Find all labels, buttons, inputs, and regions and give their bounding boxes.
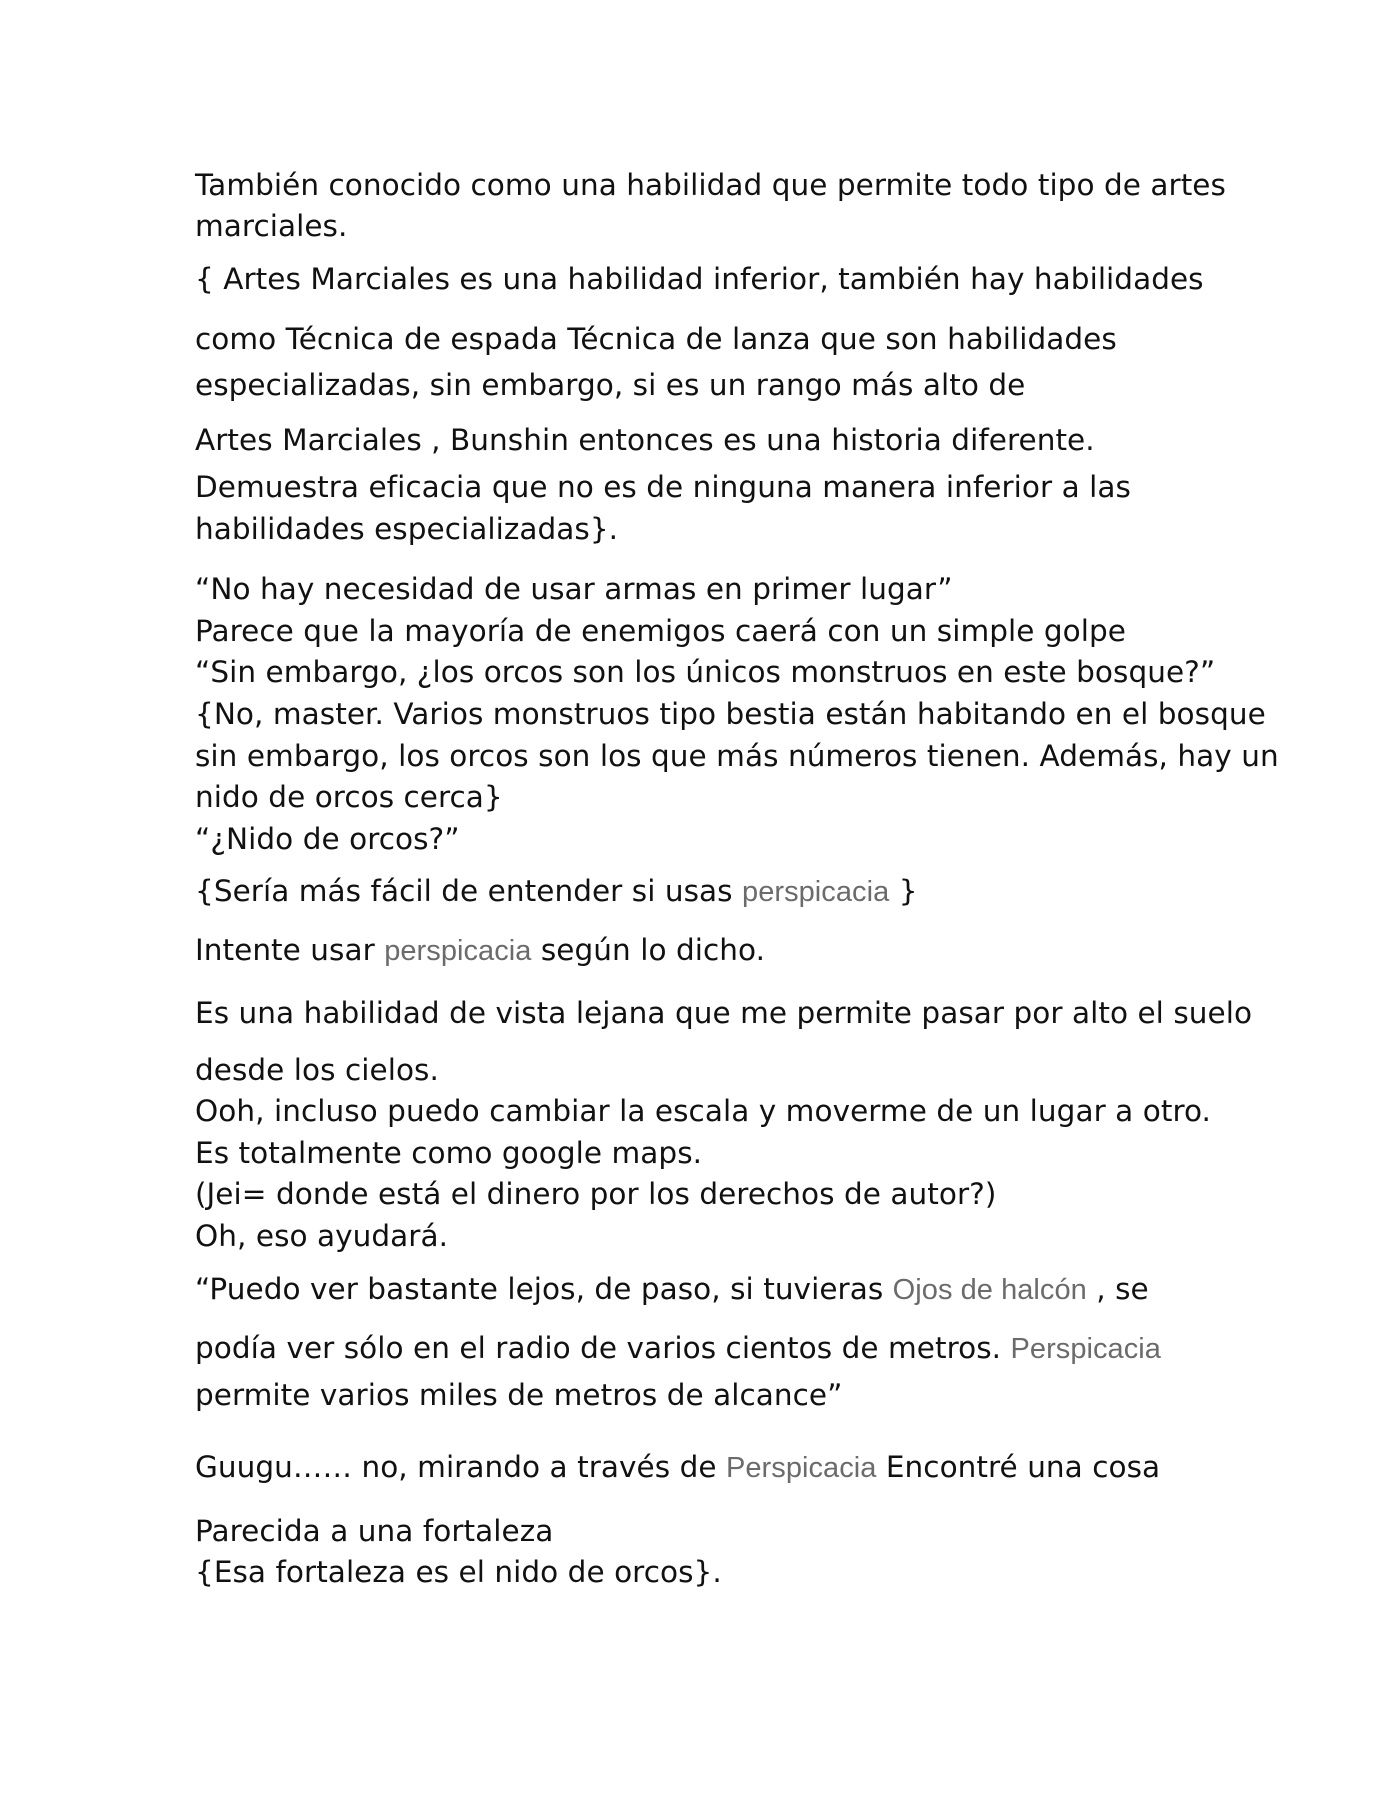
text-line	[195, 1449, 1160, 1486]
text-line: especializadas, sin embargo, si es un rango más alto de	[195, 368, 1026, 402]
text-line: desde los cielos.	[195, 1053, 439, 1087]
text-line: Oh, eso ayudará.	[195, 1219, 449, 1253]
text-line: Ooh, incluso puedo cambiar la escala y moverme de un lugar a otro.	[195, 1094, 1211, 1128]
text-fragment: }	[889, 874, 918, 908]
text-line	[195, 1330, 1161, 1367]
text-line	[195, 873, 918, 910]
text-fragment: Intente usar	[195, 933, 385, 967]
text-line: {Esa fortaleza es el nido de orcos}.	[195, 1555, 722, 1589]
text-line: Es totalmente como google maps.	[195, 1136, 703, 1170]
text-line: { Artes Marciales es una habilidad inferior, también hay habilidades	[195, 262, 1204, 296]
text-fragment: “Puedo ver bastante lejos, de paso, si tuvieras	[195, 1272, 893, 1306]
text-line: “¿Nido de orcos?”	[195, 822, 460, 856]
text-line: También conocido como una habilidad que permite todo tipo de artes	[195, 168, 1226, 202]
text-line: permite varios miles de metros de alcance”	[195, 1378, 843, 1412]
text-fragment: Encontré una cosa	[876, 1450, 1161, 1484]
text-line: Artes Marciales , Bunshin entonces es una historia diferente.	[195, 423, 1095, 457]
text-line: nido de orcos cerca}	[195, 780, 503, 814]
text-line: Demuestra eficacia que no es de ninguna manera inferior a las	[195, 470, 1131, 504]
text-line: Parece que la mayoría de enemigos caerá con un simple golpe	[195, 614, 1127, 648]
text-line: Parecida a una fortaleza	[195, 1514, 554, 1548]
text-fragment: Guugu…… no, mirando a través de	[195, 1450, 726, 1484]
text-line: “No hay necesidad de usar armas en primer lugar”	[195, 572, 953, 606]
text-fragment: según lo dicho.	[531, 933, 766, 967]
text-line	[195, 1271, 1149, 1308]
skill-name: perspicacia	[384, 935, 532, 967]
text-line	[195, 932, 765, 969]
text-fragment: , se	[1086, 1272, 1149, 1306]
skill-name: Perspicacia	[725, 1452, 877, 1484]
skill-name: Perspicacia	[1010, 1333, 1161, 1365]
text-line: habilidades especializadas}.	[195, 512, 619, 546]
text-line: marciales.	[195, 209, 348, 243]
text-fragment: podía ver sólo en el radio de varios cientos de metros.	[195, 1331, 1011, 1365]
text-line: sin embargo, los orcos son los que más números tienen. Además, hay un	[195, 739, 1279, 773]
text-line: “Sin embargo, ¿los orcos son los únicos monstruos en este bosque?”	[195, 655, 1216, 689]
text-line: {No, master. Varios monstruos tipo bestia están habitando en el bosque	[195, 697, 1266, 731]
skill-name: Ojos de halcón	[892, 1274, 1087, 1306]
skill-name: perspicacia	[742, 876, 890, 908]
text-fragment: {Sería más fácil de entender si usas	[195, 874, 743, 908]
text-line: como Técnica de espada Técnica de lanza que son habilidades	[195, 322, 1117, 356]
text-line: Es una habilidad de vista lejana que me permite pasar por alto el suelo	[195, 996, 1253, 1030]
text-line: (Jei= donde está el dinero por los derechos de autor?)	[195, 1177, 997, 1211]
